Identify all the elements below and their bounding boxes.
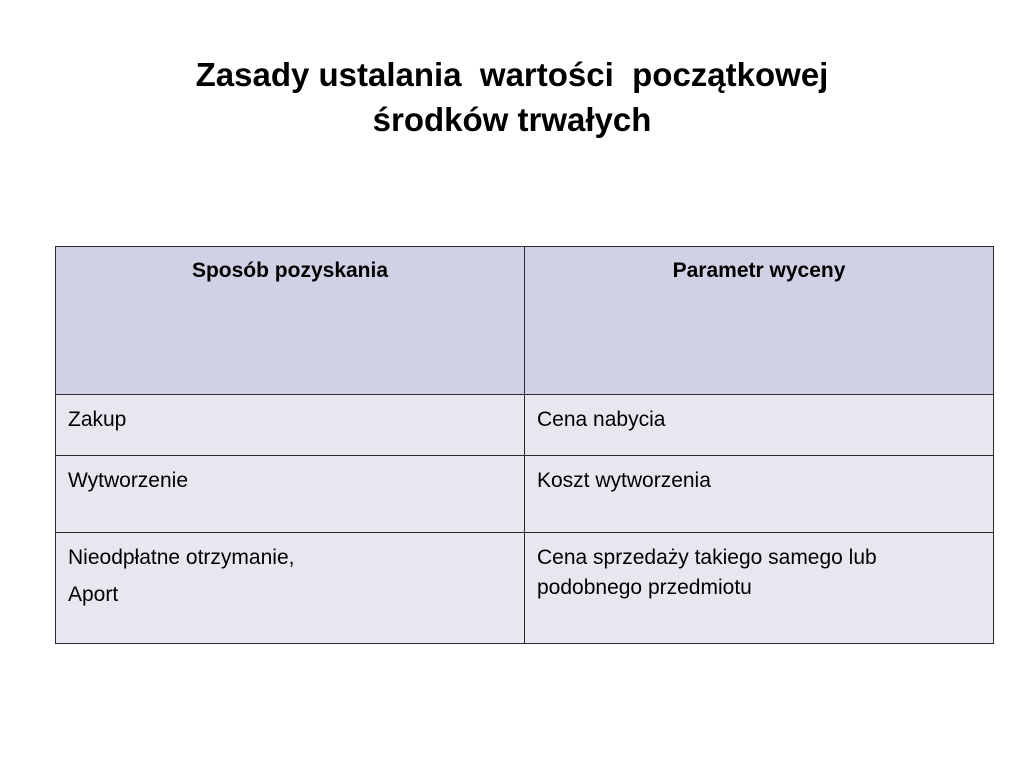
table-row [56,456,994,533]
cell-parameter: Cena nabycia [525,395,994,456]
table-row [56,395,994,456]
slide-title [0,52,1024,142]
slide-title-line-1: Zasady ustalania wartości początkowej [195,56,829,93]
slide-title-line-2: środków trwałych [372,101,652,138]
valuation-table [55,246,994,644]
cell-method-text: Nieodpłatne otrzymanie, [68,546,295,569]
header-parameter: Parametr wyceny [525,247,994,395]
cell-method [56,395,525,456]
cell-method-text: Wytworzenie [68,469,189,492]
cell-method [56,456,525,533]
cell-method-text: Aport [68,583,119,606]
cell-parameter: Koszt wytworzenia [525,456,994,533]
cell-parameter: Cena sprzedaży takiego samego lub podobnego przedmiotu [525,533,994,644]
table-header-row [56,247,994,395]
table-row [56,533,994,644]
header-method: Sposób pozyskania [56,247,525,395]
cell-method [56,533,525,644]
cell-method-text: Zakup [68,408,127,431]
